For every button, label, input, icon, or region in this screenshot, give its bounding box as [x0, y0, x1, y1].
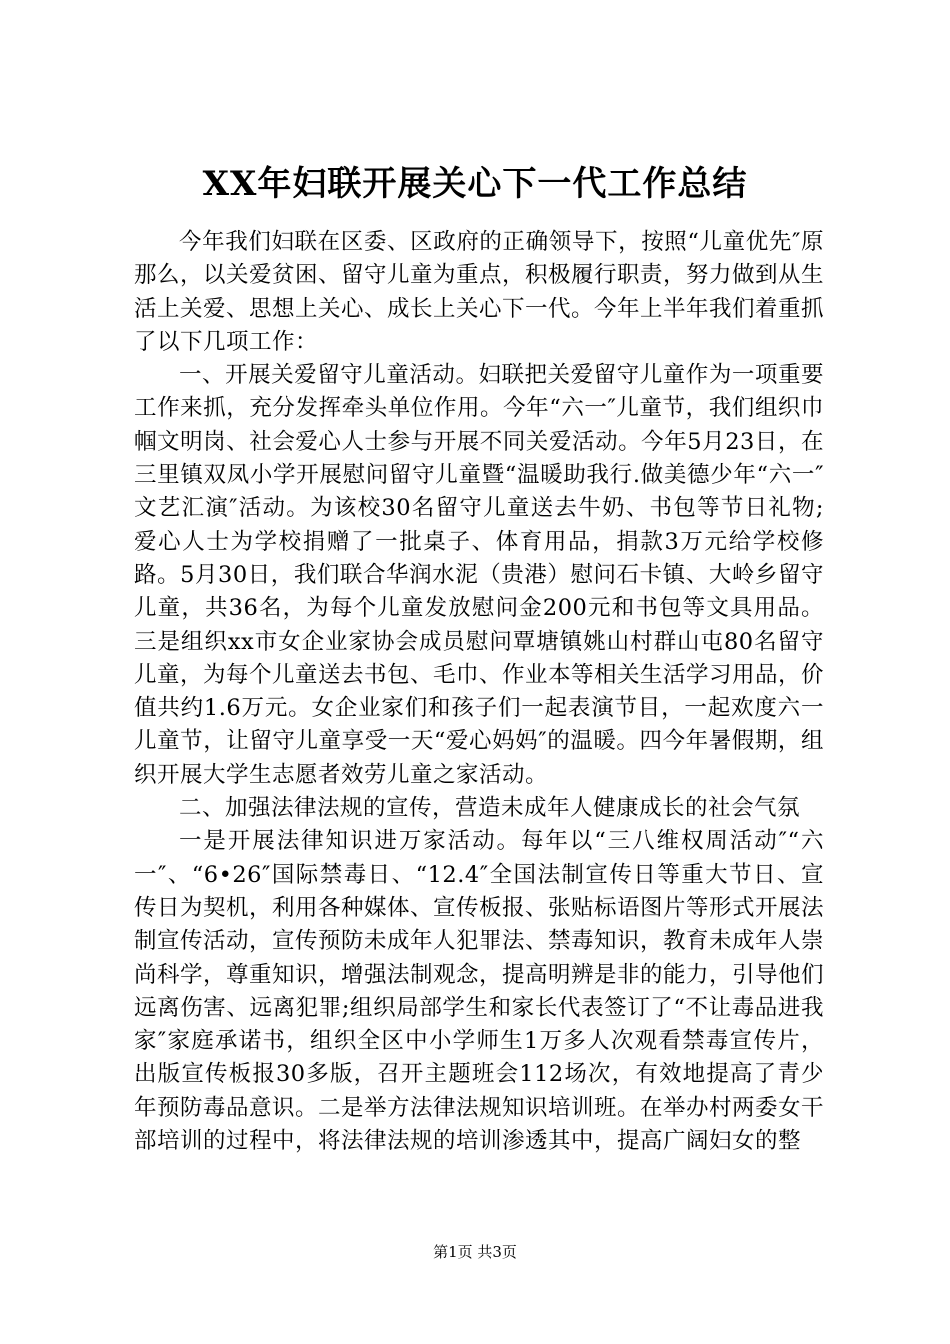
document-title: XX年妇联开展关心下一代工作总结	[202, 164, 748, 204]
paragraph-intro: 今年我们妇联在区委、区政府的正确领导下，按照“儿童优先″原那么，以关爱贫困、留守儿童为重点，积极履行职责，努力做到从生活上关爱、思想上关心、成长上关心下一代。今年上半年我们着重抓了以下几项工作：	[134, 229, 825, 355]
paragraph-section-two-body: 一是开展法律知识进万家活动。每年以“三八维权周活动″“六一″、“6•26″国际禁毒日、“12.4″全国法制宣传日等重大节日、宣传日为契机，利用各种媒体、宣传板报、张贴标语图片等形式开展法制宣传活动，宣传预防未成年人犯罪法、禁毒知识，教育未成年人崇尚科学，尊重知识，增强法制观念，提高明辨是非的能力，引导他们远离伤害、远离犯罪;组织局部学生和家长代表签订了“不让毒品进我家″家庭承诺书，组织全区中小学师生1万多人次观看禁毒宣传片，出版宣传板报30多版，召开主题班会112场次，有效地提高了青少年预防毒品意识。二是举方法律法规知识培训班。在举办村两委女干部培训的过程中，将法律法规的培训渗透其中，提高广阔妇女的整	[134, 828, 825, 1155]
page-number-footer: 第1页 共3页	[433, 1243, 517, 1261]
document-body	[134, 226, 824, 1158]
paragraph-section-one: 一、开展关爱留守儿童活动。妇联把关爱留守儿童作为一项重要工作来抓，充分发挥牵头单位作用。今年“六一″儿童节，我们组织巾帼文明岗、社会爱心人士参与开展不同关爱活动。今年5月23日，在三里镇双凤小学开展慰问留守儿童暨“温暖助我行.做美德少年“六一″文艺汇演″活动。为该校30名留守儿童送去牛奶、书包等节日礼物;爱心人士为学校捐赠了一批桌子、体育用品，捐款3万元给学校修路。5月30日，我们联合华润水泥（贵港）慰问石卡镇、大岭乡留守儿童，共36名，为每个儿童发放慰问金200元和书包等文具用品。三是组织xx市女企业家协会成员慰问覃塘镇姚山村群山屯80名留守儿童，为每个儿童送去书包、毛巾、作业本等相关生活学习用品，价值共约1.6万元。女企业家们和孩子们一起表演节目，一起欢度六一儿童节，让留守儿童享受一天“爱心妈妈″的温暖。四今年暑假期，组织开展大学生志愿者效劳儿童之家活动。	[134, 362, 825, 788]
paragraph-section-two-heading: 二、加强法律法规的宣传，营造未成年人健康成长的社会气氛	[179, 795, 801, 822]
